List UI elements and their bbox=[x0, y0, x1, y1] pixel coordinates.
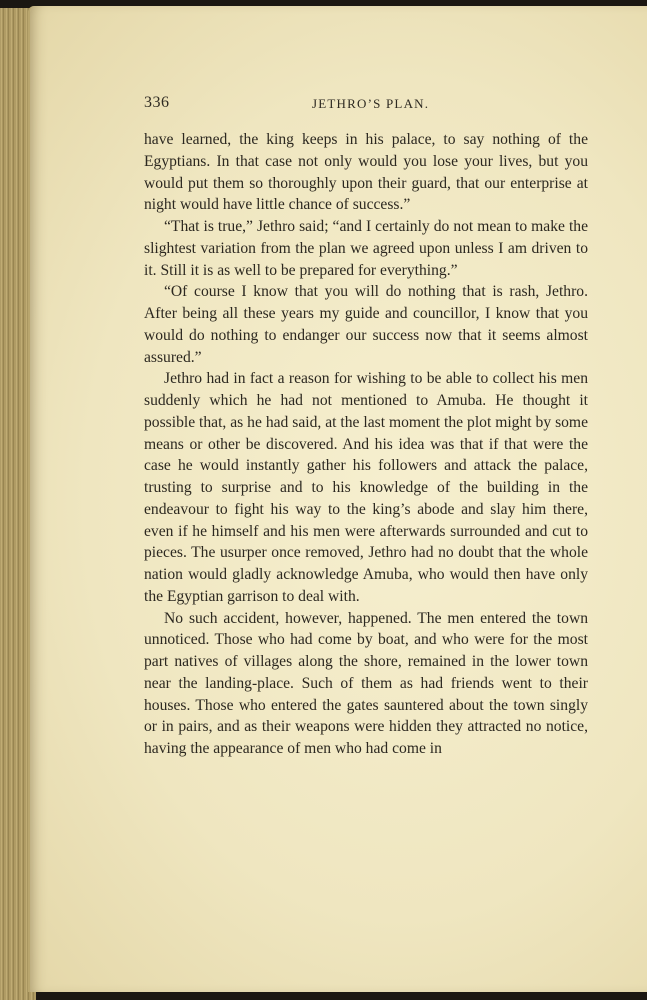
page-number: 336 bbox=[144, 94, 170, 111]
paragraph: “Of course I know that you will do nothing that is rash, Jethro. After being all these years my guide and councillor, I know that you would do nothing to endanger our success now that it seems almost assured.” bbox=[144, 283, 588, 366]
page-header bbox=[144, 94, 590, 114]
running-title: JETHRO’S PLAN. bbox=[312, 96, 430, 111]
paragraph: “That is true,” Jethro said; “and I certainly do not mean to make the slightest variation from the plan we agreed upon unless I am driven to it. Still it is as well to be prepared for everything.” bbox=[144, 218, 588, 279]
paragraph: No such accident, however, happened. The men entered the town unnoticed. Those who had come by boat, and who were for the most part natives of villages along the shore, remained in the lower town near the landing-place. Such of them as had friends went to their houses. Those who entered the gates sauntered about the town singly or in pairs, and as their weapons were hidden they attracted no notice, having the appearance of men who had come in bbox=[144, 609, 588, 757]
body-text bbox=[144, 129, 588, 760]
paragraph: Jethro had in fact a reason for wishing to be able to collect his men suddenly which he had not mentioned to Amuba. He thought it possible that, as he had said, at the last moment the plot might by some means or other be discovered. And his idea was that if that were the case he would instantly gather his followers and attack the palace, trusting to surprise and to his knowledge of the building in the endeavour to fight his way to the king’s abode and slay him there, even if he himself and his men were afterwards surrounded and cut to pieces. The usurper once removed, Jethro had no doubt that the whole nation would gladly acknowledge Amuba, who would then have only the Egyptian garrison to deal with. bbox=[144, 370, 588, 605]
paragraph: have learned, the king keeps in his palace, to say nothing of the Egyptians. In that case not only would you lose your lives, but you would put them so thoroughly upon their guard, that our enterprise at night would have little chance of success.” bbox=[144, 131, 588, 214]
